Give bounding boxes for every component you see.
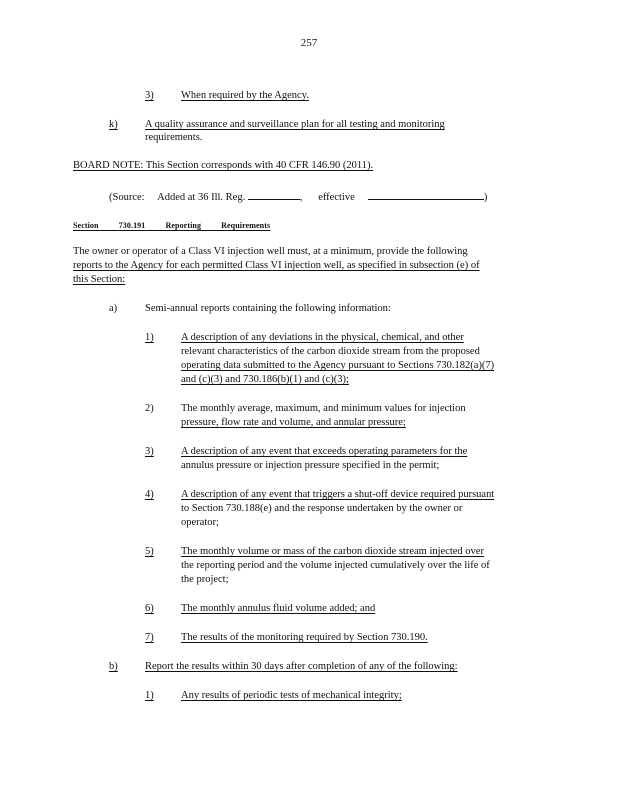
a-item-1-line-1: A description of any deviations in the physical, chemical, and other xyxy=(181,332,464,343)
item-k-label: k) xyxy=(109,119,118,130)
a-item-1-line-4: and (c)(3) and 730.186(b)(1) and (c)(3); xyxy=(181,374,349,385)
a-item-2-line-1: The monthly average, maximum, and minimum values for injection xyxy=(181,403,466,414)
source-line xyxy=(109,188,487,205)
item-3-text: When required by the Agency. xyxy=(181,90,309,101)
intro-line-1: The owner or operator of a Class VI injection well must, at a minimum, provide the following xyxy=(73,246,468,257)
subsection-b-text: Report the results within 30 days after completion of any of the following: xyxy=(145,661,458,672)
a-item-1-line-2: relevant characteristics of the carbon dioxide stream from the proposed xyxy=(181,346,480,357)
source-comma: , xyxy=(299,192,303,203)
source-prefix: (Source: xyxy=(109,192,145,203)
a-item-4-line-1: A description of any event that triggers a shut-off device required pursuant xyxy=(181,489,495,500)
a-item-1-label: 1) xyxy=(145,332,154,343)
source-added: Added at 36 Ill. Reg. xyxy=(157,192,246,203)
a-item-7-line-1: The results of the monitoring required by Section 730.190. xyxy=(181,632,428,643)
subsection-a-label: a) xyxy=(109,303,118,314)
source-close: ) xyxy=(483,192,488,203)
a-item-6-line-1: The monthly annulus fluid volume added; and xyxy=(181,603,376,614)
a-item-6-label: 6) xyxy=(145,603,154,614)
a-item-4-line-2: to Section 730.188(e) and the response undertaken by the owner or xyxy=(181,503,463,514)
a-item-2-label: 2) xyxy=(145,403,154,414)
source-blank-register xyxy=(248,188,300,200)
a-item-4-line-3: operator; xyxy=(181,517,219,528)
a-item-2-line-2: pressure, flow rate and volume, and annular pressure; xyxy=(181,417,406,428)
subsection-b-label: b) xyxy=(109,661,118,672)
b-item-1-label: 1) xyxy=(145,690,154,701)
b-item-1-line-1: Any results of periodic tests of mechanical integrity; xyxy=(181,690,402,701)
a-item-3-label: 3) xyxy=(145,446,154,457)
a-item-4-label: 4) xyxy=(145,489,154,500)
source-effective: effective xyxy=(318,192,355,203)
subsection-a-text: Semi-annual reports containing the following information: xyxy=(145,303,391,314)
a-item-5-line-2: the reporting period and the volume injected cumulatively over the life of xyxy=(181,560,490,571)
a-item-3-line-1: A description of any event that exceeds operating parameters for the xyxy=(181,446,468,457)
intro-line-2: reports to the Agency for each permitted Class VI injection well, as specified in subsection (e) of xyxy=(73,260,480,271)
intro-line-3: this Section: xyxy=(73,274,126,285)
a-item-5-line-3: the project; xyxy=(181,574,229,585)
a-item-5-label: 5) xyxy=(145,546,154,557)
item-k-line2: requirements. xyxy=(145,132,203,143)
board-note: BOARD NOTE: This Section corresponds with 40 CFR 146.90 (2011). xyxy=(73,160,374,171)
a-item-7-label: 7) xyxy=(145,632,154,643)
a-item-5-line-1: The monthly volume or mass of the carbon dioxide stream injected over xyxy=(181,546,484,557)
a-item-1-line-3: operating data submitted to the Agency pursuant to Sections 730.182(a)(7) xyxy=(181,360,495,371)
item-3-label: 3) xyxy=(145,90,154,101)
item-k-line1: A quality assurance and surveillance plan for all testing and monitoring xyxy=(145,119,445,130)
source-blank-date xyxy=(368,188,484,200)
section-heading: Section 730.191 Reporting Requirements xyxy=(73,221,271,230)
page-number: 257 xyxy=(300,37,318,49)
a-item-3-line-2: annulus pressure or injection pressure specified in the permit; xyxy=(181,460,440,471)
